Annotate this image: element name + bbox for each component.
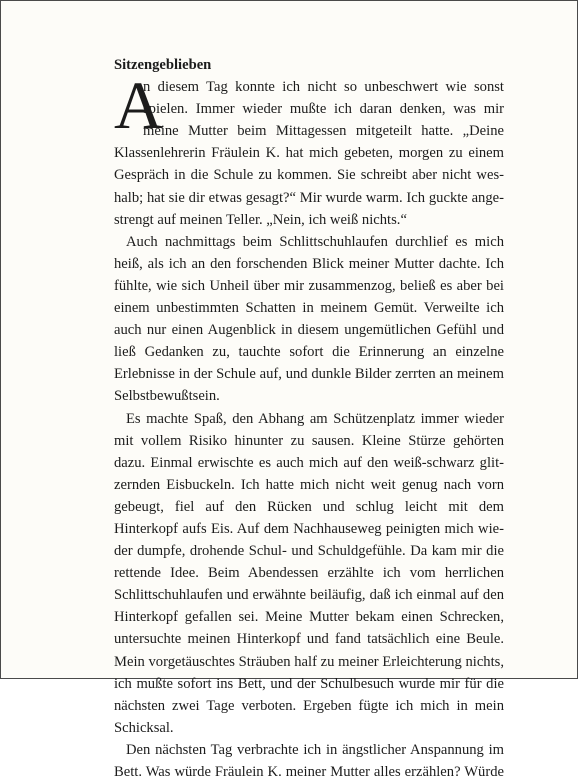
text-line: Den nächsten Tag verbrachte ich in ängstlicher Anspannung im bbox=[126, 741, 504, 758]
text-line: Erlebnisse in der Schule auf, und dunkle Bilder zerrten an meinem bbox=[114, 366, 504, 383]
text-line: nächsten zwei Tage verboten. Ergeben fügte ich mich in mein bbox=[114, 697, 504, 714]
text-line: rettende Idee. Beim Abendessen erzählte ich vom herrlichen bbox=[114, 565, 504, 582]
text-line: Schlittschuhlaufen und erwähnte beiläufig, daß ich einmal auf den bbox=[114, 587, 504, 604]
text-line: zernden Eisbuckeln. Ich hatte mich nicht weit genug nach vorn bbox=[114, 476, 504, 493]
text-line: Gespräch in die Schule zu kommen. Sie schreibt aber nicht wes- bbox=[114, 167, 504, 184]
text-line: halb; hat sie dir etwas gesagt?“ Mir wurde warm. Ich guckte ange- bbox=[114, 189, 504, 206]
text-line: Klassenlehrerin Fräulein K. hat mich gebeten, morgen zu einem bbox=[114, 145, 504, 162]
text-line: dazu. Einmal erwischte es auch mich auf den weiß-schwarz glit- bbox=[114, 454, 504, 471]
text-line: Es machte Spaß, den Abhang am Schützenplatz immer wieder bbox=[126, 410, 504, 427]
text-line: Auch nachmittags beim Schlittschuhlaufen durchlief es mich bbox=[126, 233, 504, 250]
text-line: n diesem Tag konnte ich nicht so unbeschwert wie sonst bbox=[143, 79, 504, 96]
paragraph bbox=[114, 76, 504, 231]
text-line: untersuchte meinen Hinterkopf und fand tatsächlich eine Beule. bbox=[114, 631, 504, 648]
text-line: einem unbestimmten Schatten in meinem Gemüt. Verweilte ich bbox=[114, 300, 504, 317]
text-line: auch nur einen Augenblick in diesem ungemütlichen Gefühl und bbox=[114, 322, 504, 339]
text-line: fühlte, wie sich Unheil über mir zusammenzog, beließ es aber bei bbox=[114, 277, 504, 294]
paragraph bbox=[114, 231, 504, 408]
paragraph bbox=[114, 739, 504, 783]
paragraph bbox=[114, 408, 504, 739]
chapter-title: Sitzengeblieben bbox=[114, 57, 212, 73]
text-line: Bett. Was würde Fräulein K. meiner Mutter alles erzählen? Würde bbox=[114, 764, 504, 780]
text-line: Selbstbewußtsein. bbox=[114, 388, 220, 405]
text-line: Hinterkopf gefallen sei. Meine Mutter bekam einen Schrecken, bbox=[114, 609, 504, 626]
text-line: gebeugt, fiel auf den Rücken und schlug leicht mit dem bbox=[114, 498, 504, 515]
drop-cap: A bbox=[114, 67, 164, 143]
text-line: ich mußte sofort ins Bett, und der Schulbesuch wurde mir für die bbox=[114, 675, 504, 692]
text-block bbox=[114, 54, 504, 783]
text-line: der dumpfe, drohende Schul- und Schuldgefühle. Da kam mir die bbox=[114, 543, 504, 560]
text-line: Schicksal. bbox=[114, 719, 174, 736]
text-line: strengt auf meinen Teller. „Nein, ich weiß nichts.“ bbox=[114, 211, 407, 228]
text-line: mit vollem Risiko hinunter zu sausen. Kleine Stürze gehörten bbox=[114, 432, 504, 449]
text-line: Hinterkopf aufs Eis. Auf dem Nachhauseweg peinigten mich wie- bbox=[114, 520, 504, 537]
text-line: Mein vorgetäuschtes Sträuben half zu meiner Erleichterung nichts, bbox=[114, 653, 504, 670]
text-line: meine Mutter beim Mittagessen mitgeteilt hatte. „Deine bbox=[143, 123, 504, 140]
text-line: ließ Gedanken zu, tauchte sofort die Erinnerung an einzelne bbox=[114, 344, 504, 361]
text-line: heiß, als ich an den forschenden Blick meiner Mutter dachte. Ich bbox=[114, 255, 504, 272]
text-line: spielen. Immer wieder mußte ich daran denken, was mir bbox=[143, 101, 504, 118]
